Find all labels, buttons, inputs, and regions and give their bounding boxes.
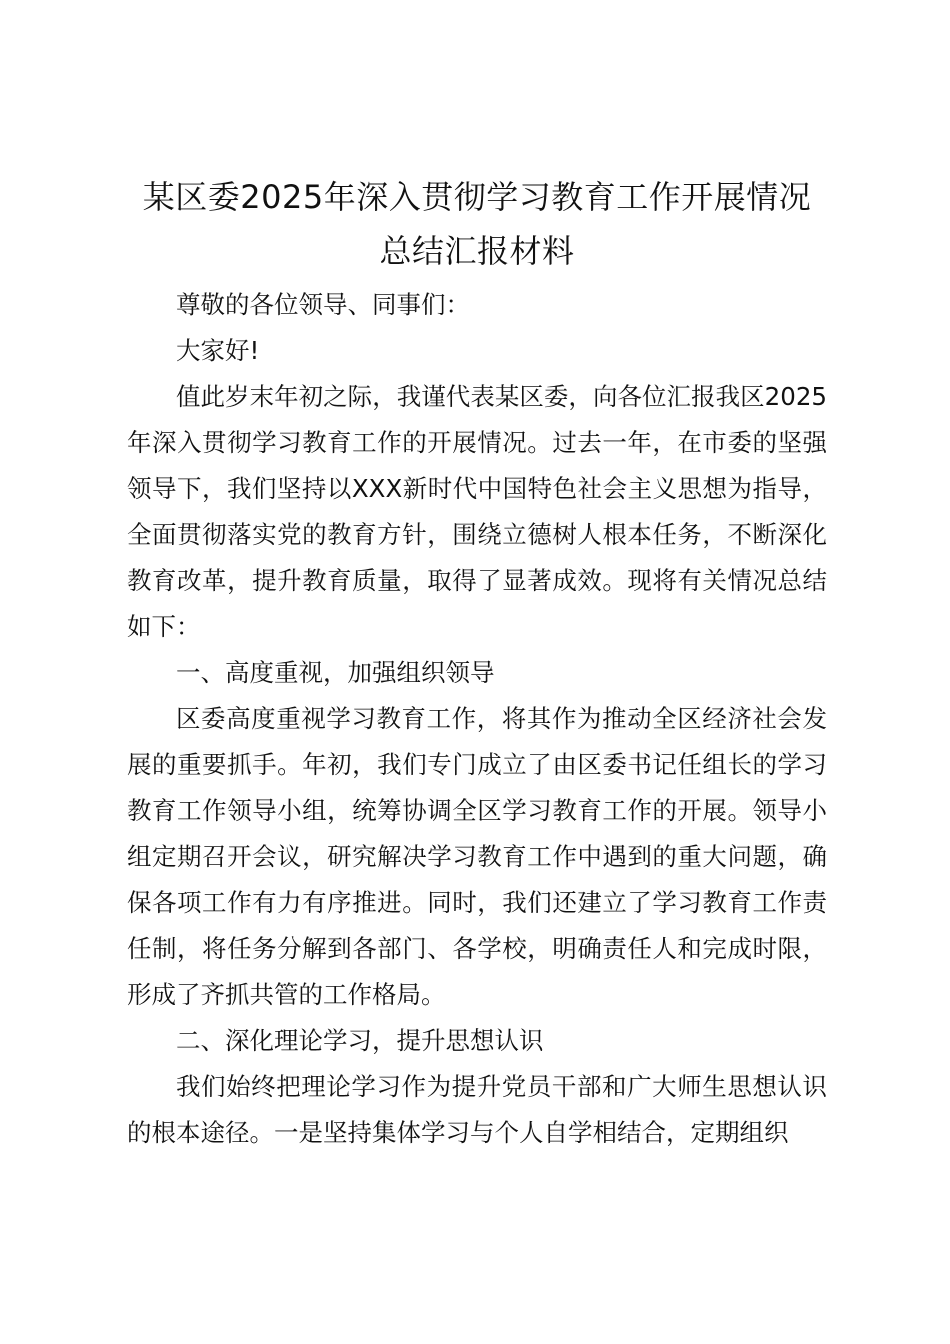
intro-paragraph: 值此岁末年初之际，我谨代表某区委，向各位汇报我区2025年深入贯彻学习教育工作的开展情况。过去一年，在市委的坚强领导下，我们坚持以XXX新时代中国特色社会主义思想为指导，全面贯彻落实党的教育方针，围绕立德树人根本任务，不断深化教育改革，提升教育质量，取得了显著成效。现将有关情况总结如下：	[127, 382, 827, 641]
salutation: 尊敬的各位领导、同事们：	[176, 290, 470, 319]
greeting: 大家好!	[176, 336, 260, 365]
section-2-paragraph: 我们始终把理论学习作为提升党员干部和广大师生思想认识的根本途径。一是坚持集体学习与个人自学相结合，定期组织	[127, 1072, 827, 1147]
section-1-paragraph: 区委高度重视学习教育工作，将其作为推动全区经济社会发展的重要抓手。年初，我们专门成立了由区委书记任组长的学习教育工作领导小组，统筹协调全区学习教育工作的开展。领导小组定期召开会议，研究解决学习教育工作中遇到的重大问题，确保各项工作有力有序推进。同时，我们还建立了学习教育工作责任制，将任务分解到各部门、各学校，明确责任人和完成时限，形成了齐抓共管的工作格局。	[127, 704, 827, 1009]
document-body	[127, 170, 827, 1156]
section-heading-2: 二、深化理论学习，提升思想认识	[176, 1026, 544, 1055]
document-title: 某区委2025年深入贯彻学习教育工作开展情况总结汇报材料	[142, 178, 812, 270]
section-heading-1: 一、高度重视，加强组织领导	[176, 658, 495, 687]
